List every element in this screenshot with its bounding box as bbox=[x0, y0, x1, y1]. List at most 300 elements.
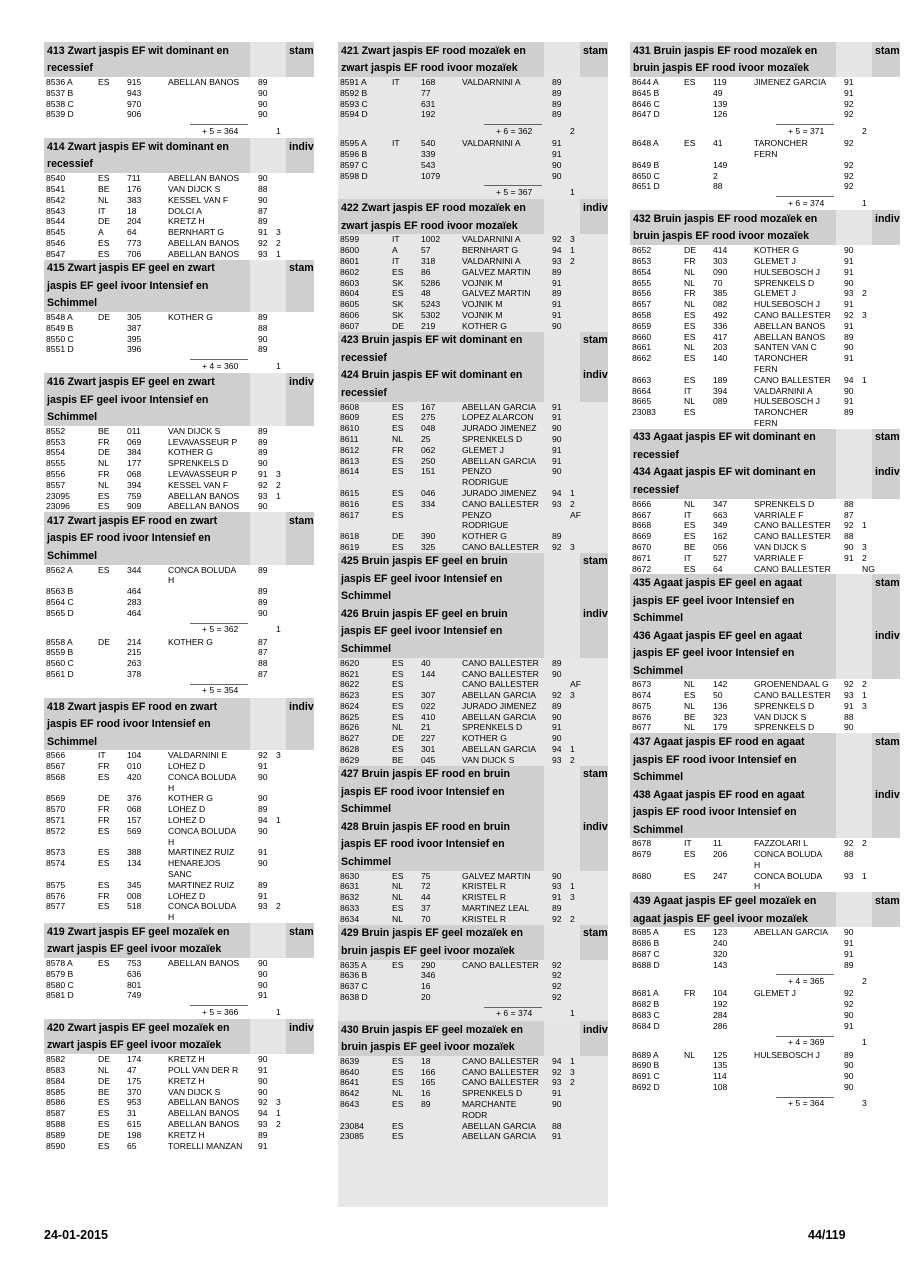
cage-number: 8538 C bbox=[46, 98, 74, 109]
rank: 3 bbox=[276, 1097, 281, 1108]
table-row bbox=[338, 970, 608, 981]
country-code: DE bbox=[684, 245, 696, 256]
score: 88 bbox=[844, 711, 854, 722]
cage-number: 8663 bbox=[632, 374, 652, 385]
cage-number: 8689 A bbox=[632, 1049, 659, 1060]
bird-number: 31 bbox=[127, 1108, 137, 1119]
cage-number: 8644 A bbox=[632, 77, 659, 87]
country-code: ES bbox=[98, 490, 110, 501]
bird-number: 47 bbox=[127, 1065, 137, 1076]
bird-number: 773 bbox=[127, 237, 142, 248]
breeder-name: SPRENKELS D bbox=[462, 433, 523, 444]
score: 90 bbox=[552, 170, 562, 181]
score: 89 bbox=[844, 331, 854, 342]
cage-number: 8665 bbox=[632, 396, 652, 407]
score: 92 bbox=[552, 234, 562, 245]
country-code: ES bbox=[392, 455, 404, 466]
bird-number: 068 bbox=[127, 804, 142, 815]
breeder-name: PENZO bbox=[462, 466, 492, 477]
table-row bbox=[630, 531, 900, 542]
cage-number: 8566 bbox=[46, 750, 66, 761]
total-rank: 1 bbox=[276, 125, 281, 136]
class-type bbox=[872, 662, 900, 680]
table-row bbox=[630, 520, 900, 531]
score: 92 bbox=[552, 1066, 562, 1077]
header-spacer bbox=[544, 217, 580, 235]
table-row bbox=[44, 969, 314, 980]
score: 92 bbox=[844, 838, 854, 849]
bird-number: 749 bbox=[127, 990, 142, 1001]
class-title: Schimmel bbox=[44, 295, 250, 313]
breeder-name: CANO BALLESTER bbox=[462, 668, 539, 679]
score: 91 bbox=[258, 1065, 268, 1076]
table-row bbox=[630, 1060, 900, 1071]
country-code: ES bbox=[98, 77, 110, 87]
table-row bbox=[338, 77, 608, 88]
table-row bbox=[630, 332, 900, 343]
bird-number: 390 bbox=[421, 531, 436, 542]
breeder-name: ABELLAN BANOS bbox=[168, 958, 240, 969]
class-type: stam bbox=[580, 553, 608, 571]
table-row bbox=[630, 499, 900, 510]
table-row bbox=[44, 647, 314, 658]
score: 89 bbox=[258, 436, 268, 447]
score: 91 bbox=[844, 948, 854, 959]
class-header bbox=[630, 228, 900, 246]
table-row bbox=[630, 1082, 900, 1093]
class-type bbox=[286, 715, 314, 733]
class-type: indiv bbox=[872, 627, 900, 645]
breeder-name: GLEMET J bbox=[754, 288, 796, 299]
table-row bbox=[630, 396, 900, 407]
cage-number: 8550 C bbox=[46, 333, 74, 344]
bird-number: 192 bbox=[421, 109, 436, 120]
class-title: jaspis EF rood ivoor Intensief en bbox=[44, 715, 250, 733]
score: 94 bbox=[258, 815, 268, 826]
table-row bbox=[44, 249, 314, 260]
cage-number: 8604 bbox=[340, 288, 360, 299]
country-code: FR bbox=[98, 761, 110, 772]
total-score: + 6 = 374 bbox=[496, 1008, 533, 1019]
table-row bbox=[44, 491, 314, 502]
country-code: ES bbox=[392, 700, 404, 711]
bird-number: 464 bbox=[127, 607, 142, 618]
results-column-2 bbox=[338, 42, 608, 1207]
rank: 2 bbox=[276, 237, 281, 248]
class-header bbox=[630, 733, 900, 751]
score: 87 bbox=[258, 205, 268, 216]
breeder-name: ABELLAN GARCIA bbox=[462, 744, 537, 755]
bird-number: 711 bbox=[127, 173, 141, 184]
breeder-name: LOPEZ ALARCON bbox=[462, 412, 534, 423]
rank: 2 bbox=[276, 479, 281, 490]
class-header bbox=[338, 853, 608, 871]
breeder-name: VARRIALE F bbox=[754, 509, 804, 520]
cage-number: 8542 bbox=[46, 194, 66, 205]
cage-number: 8555 bbox=[46, 458, 66, 469]
table-row bbox=[44, 958, 314, 969]
table-row bbox=[630, 999, 900, 1010]
total-score: + 5 = 366 bbox=[202, 1006, 239, 1017]
rank: AF bbox=[570, 679, 581, 690]
cage-number: 8656 bbox=[632, 288, 652, 299]
cage-number: 8683 C bbox=[632, 1010, 660, 1021]
cage-number: 8557 bbox=[46, 479, 66, 490]
score: 94 bbox=[552, 744, 562, 755]
cage-number: 8571 bbox=[46, 815, 66, 826]
cage-number: 8627 bbox=[340, 733, 360, 744]
rank: 1 bbox=[862, 520, 867, 531]
class-header bbox=[338, 766, 608, 784]
class-title: agaat jaspis EF geel ivoor mozaïek bbox=[630, 910, 836, 928]
bird-number: 179 bbox=[713, 722, 728, 733]
table-row bbox=[338, 278, 608, 289]
score: 91 bbox=[844, 1020, 854, 1031]
header-spacer bbox=[836, 751, 872, 769]
country-code: FR bbox=[98, 804, 110, 815]
score: 90 bbox=[258, 793, 268, 804]
table-row bbox=[44, 216, 314, 227]
table-row bbox=[338, 1099, 608, 1110]
score: 87 bbox=[844, 509, 854, 520]
table-row bbox=[44, 847, 314, 858]
bird-number: 323 bbox=[713, 711, 728, 722]
cage-number: 8611 bbox=[340, 433, 359, 444]
total-rank: 1 bbox=[570, 186, 575, 197]
bird-number: 70 bbox=[713, 277, 723, 288]
breeder-name: VALDARNINI A bbox=[462, 77, 521, 87]
cage-number: 8569 bbox=[46, 793, 66, 804]
breeder-name: TARONCHER bbox=[754, 407, 808, 418]
total-score: + 5 = 371 bbox=[788, 125, 825, 136]
bird-number: 396 bbox=[127, 344, 142, 355]
cage-number: 8628 bbox=[340, 744, 360, 755]
table-row bbox=[630, 353, 900, 364]
table-row bbox=[44, 575, 314, 586]
breeder-name: ABELLAN GARCIA bbox=[462, 690, 537, 701]
table-row bbox=[338, 99, 608, 110]
class-type bbox=[872, 609, 900, 627]
class-type bbox=[286, 156, 314, 174]
cage-number: 8642 bbox=[340, 1088, 360, 1099]
bird-number: 345 bbox=[127, 879, 142, 890]
cage-number: 8576 bbox=[46, 890, 66, 901]
score: 91 bbox=[552, 1131, 562, 1142]
bird-number: 149 bbox=[713, 159, 728, 170]
bird-number: 325 bbox=[421, 541, 436, 552]
header-spacer bbox=[836, 592, 872, 610]
score: 89 bbox=[844, 959, 854, 970]
cage-number: 8587 bbox=[46, 1108, 66, 1119]
table-row bbox=[630, 375, 900, 386]
score: 91 bbox=[552, 277, 562, 288]
score: 90 bbox=[258, 194, 268, 205]
bird-number: 414 bbox=[713, 245, 728, 256]
class-title: recessief bbox=[630, 446, 836, 464]
score: 90 bbox=[258, 858, 268, 869]
score: 93 bbox=[844, 690, 854, 701]
cage-number: 8692 D bbox=[632, 1082, 660, 1093]
breeder-name: TARONCHER bbox=[754, 138, 808, 149]
header-spacer bbox=[250, 408, 286, 426]
header-spacer bbox=[836, 60, 872, 78]
score: 92 bbox=[552, 992, 562, 1003]
breeder-name: BERNHART G bbox=[168, 227, 225, 238]
class-title: jaspis EF rood ivoor Intensief en bbox=[338, 783, 544, 801]
cage-number: 8686 B bbox=[632, 938, 660, 949]
cage-number: 8588 bbox=[46, 1119, 66, 1130]
bird-number: 318 bbox=[421, 255, 436, 266]
cage-number: 8624 bbox=[340, 700, 360, 711]
score: 90 bbox=[258, 458, 268, 469]
breeder-name: ABELLAN GARCIA bbox=[462, 1120, 537, 1131]
table-row bbox=[44, 912, 314, 923]
class-title: 423 Bruin jaspis EF wit dominant en bbox=[338, 332, 544, 350]
class-type bbox=[872, 60, 900, 78]
header-spacer bbox=[544, 853, 580, 871]
header-spacer bbox=[250, 512, 286, 530]
country-code: ES bbox=[98, 248, 110, 259]
breeder-name: KRETZ H bbox=[168, 1054, 205, 1065]
bird-number: 16 bbox=[421, 1088, 431, 1099]
cage-number: 8580 C bbox=[46, 979, 74, 990]
cage-number: 8593 C bbox=[340, 98, 368, 109]
class-title: Schimmel bbox=[338, 853, 544, 871]
total-score: + 5 = 364 bbox=[202, 125, 239, 136]
class-title: bruin jaspis EF rood ivoor mozaïek bbox=[630, 60, 836, 78]
class-title: 436 Agaat jaspis EF geel en agaat bbox=[630, 627, 836, 645]
rank: 2 bbox=[570, 498, 575, 509]
class-title: zwart jaspis EF rood ivoor mozaïek bbox=[338, 60, 544, 78]
class-title: 434 Agaat jaspis EF wit dominant en bbox=[630, 464, 836, 482]
score: 91 bbox=[844, 77, 854, 87]
header-spacer bbox=[836, 644, 872, 662]
class-header bbox=[630, 627, 900, 645]
bird-number: 70 bbox=[421, 913, 431, 924]
total-score: + 4 = 369 bbox=[788, 1037, 825, 1048]
table-row bbox=[338, 960, 608, 971]
score: 90 bbox=[258, 1086, 268, 1097]
header-spacer bbox=[250, 260, 286, 278]
score: 89 bbox=[552, 657, 562, 668]
bird-number: 056 bbox=[713, 541, 728, 552]
cage-number: 8671 bbox=[632, 552, 652, 563]
bird-number: 227 bbox=[421, 733, 436, 744]
score: 92 bbox=[844, 309, 854, 320]
score: 92 bbox=[552, 541, 562, 552]
breeder-name: VOJNIK M bbox=[462, 299, 503, 310]
class-type: stam bbox=[872, 574, 900, 592]
cage-number: 8562 A bbox=[46, 564, 73, 575]
table-row bbox=[630, 77, 900, 88]
class-title: 439 Agaat jaspis EF geel mozaïek en bbox=[630, 892, 836, 910]
bird-number: 240 bbox=[713, 938, 728, 949]
country-code: A bbox=[98, 227, 104, 238]
header-spacer bbox=[544, 1021, 580, 1039]
table-row bbox=[44, 637, 314, 648]
score: 89 bbox=[258, 879, 268, 890]
breeder-name: ABELLAN BANOS bbox=[168, 1108, 240, 1119]
country-code: ES bbox=[392, 744, 404, 755]
bird-number: 286 bbox=[713, 1020, 728, 1031]
class-header bbox=[630, 892, 900, 910]
country-code: ES bbox=[392, 423, 404, 434]
breeder-name: MARTINEZ LEAL bbox=[462, 903, 530, 914]
bird-number: 72 bbox=[421, 881, 431, 892]
breeder-name: CANO BALLESTER bbox=[462, 959, 539, 970]
table-row bbox=[44, 826, 314, 837]
header-spacer bbox=[544, 570, 580, 588]
country-code: ES bbox=[98, 901, 110, 912]
country-code: ES bbox=[98, 237, 110, 248]
cage-number: 8658 bbox=[632, 309, 652, 320]
rank: 3 bbox=[862, 541, 867, 552]
header-spacer bbox=[544, 384, 580, 402]
class-header bbox=[44, 923, 314, 941]
cage-number: 8678 bbox=[632, 838, 652, 849]
class-header bbox=[44, 530, 314, 548]
country-code: DE bbox=[392, 320, 404, 331]
breeder-name: VAN DIJCK S bbox=[168, 183, 221, 194]
score: 89 bbox=[552, 109, 562, 120]
cage-number: 8637 C bbox=[340, 981, 368, 992]
footer-date: 24-01-2015 bbox=[44, 1228, 108, 1242]
bird-number: 177 bbox=[127, 458, 142, 469]
bird-number: 162 bbox=[713, 531, 728, 542]
total-rank: 1 bbox=[570, 1008, 575, 1019]
table-row bbox=[338, 981, 608, 992]
score: 93 bbox=[844, 288, 854, 299]
class-title: Schimmel bbox=[44, 733, 250, 751]
bird-number: 394 bbox=[713, 385, 728, 396]
table-row bbox=[338, 679, 608, 690]
score: 91 bbox=[258, 761, 268, 772]
class-type: indiv bbox=[580, 818, 608, 836]
table-row bbox=[44, 1141, 314, 1152]
score: 91 bbox=[844, 396, 854, 407]
breeder-name: MARCHANTE bbox=[462, 1099, 517, 1110]
country-code: IT bbox=[684, 385, 692, 396]
bird-number: 135 bbox=[713, 1060, 728, 1071]
country-code: ES bbox=[392, 498, 404, 509]
table-row bbox=[338, 434, 608, 445]
country-code: ES bbox=[684, 320, 696, 331]
breeder-name: HULSEBOSCH J bbox=[754, 299, 820, 310]
class-title: 418 Zwart jaspis EF rood en zwart bbox=[44, 698, 250, 716]
table-row bbox=[630, 988, 900, 999]
cage-number: 8640 bbox=[340, 1066, 360, 1077]
class-title: 417 Zwart jaspis EF rood en zwart bbox=[44, 512, 250, 530]
bird-number: 166 bbox=[421, 1066, 436, 1077]
country-code: DE bbox=[98, 793, 110, 804]
bird-number: 339 bbox=[421, 148, 436, 159]
class-type: stam bbox=[286, 260, 314, 278]
cage-number: 8551 D bbox=[46, 344, 74, 355]
cage-number: 8668 bbox=[632, 520, 652, 531]
breeder-name: RODRIGUE bbox=[462, 477, 509, 488]
table-row bbox=[44, 109, 314, 120]
country-code: IT bbox=[98, 205, 106, 216]
class-type: indiv bbox=[286, 138, 314, 156]
score: 90 bbox=[844, 277, 854, 288]
score: 89 bbox=[258, 77, 268, 87]
score: 90 bbox=[844, 342, 854, 353]
table-row bbox=[630, 321, 900, 332]
class-header bbox=[338, 332, 608, 350]
cage-number: 8649 B bbox=[632, 159, 660, 170]
rank: 2 bbox=[570, 1077, 575, 1088]
score: 91 bbox=[844, 266, 854, 277]
class-header bbox=[630, 481, 900, 499]
class-header bbox=[44, 138, 314, 156]
cage-number: 8561 D bbox=[46, 669, 74, 679]
table-row bbox=[44, 184, 314, 195]
score: 88 bbox=[552, 1120, 562, 1131]
score: 93 bbox=[258, 490, 268, 501]
class-header bbox=[630, 644, 900, 662]
cage-number: 8664 bbox=[632, 385, 652, 396]
table-row bbox=[630, 679, 900, 690]
header-spacer bbox=[250, 698, 286, 716]
cage-number: 8573 bbox=[46, 847, 66, 858]
country-code: NL bbox=[684, 299, 695, 310]
breeder-name: LEVAVASSEUR P bbox=[168, 436, 238, 447]
class-type bbox=[872, 768, 900, 786]
table-row bbox=[630, 938, 900, 949]
breeder-name: CANO BALLESTER bbox=[754, 309, 831, 320]
header-spacer bbox=[250, 391, 286, 409]
country-code: NL bbox=[392, 722, 403, 733]
rank: 3 bbox=[570, 690, 575, 701]
bird-number: 320 bbox=[713, 948, 728, 959]
cage-number: 8651 D bbox=[632, 181, 660, 192]
breeder-name: KOTHER G bbox=[462, 531, 507, 542]
bird-number: 344 bbox=[127, 564, 142, 575]
score: 90 bbox=[258, 173, 268, 184]
bird-number: 123 bbox=[713, 927, 728, 938]
class-title: Schimmel bbox=[630, 662, 836, 680]
class-header bbox=[338, 783, 608, 801]
bird-number: 543 bbox=[421, 159, 436, 170]
class-type bbox=[286, 547, 314, 565]
class-header bbox=[338, 60, 608, 78]
bird-number: 045 bbox=[421, 754, 436, 765]
table-row bbox=[338, 510, 608, 521]
breeder-name: JURADO JIMENEZ bbox=[462, 423, 537, 434]
table-row bbox=[630, 1021, 900, 1032]
class-type: stam bbox=[580, 925, 608, 943]
country-code: SK bbox=[392, 309, 404, 320]
class-type: stam bbox=[580, 332, 608, 350]
class-type bbox=[580, 836, 608, 854]
cage-number: 8682 B bbox=[632, 999, 660, 1010]
bird-number: 663 bbox=[713, 509, 728, 520]
cage-number: 8690 B bbox=[632, 1060, 660, 1071]
cage-number: 8607 bbox=[340, 320, 360, 331]
score: 91 bbox=[844, 552, 854, 563]
country-code: NL bbox=[684, 342, 695, 353]
header-spacer bbox=[544, 783, 580, 801]
rank: 1 bbox=[862, 690, 867, 701]
class-type bbox=[872, 592, 900, 610]
bird-number: 134 bbox=[127, 858, 142, 869]
breeder-name: GLEMET J bbox=[754, 255, 796, 266]
score: 91 bbox=[552, 412, 562, 423]
score: 89 bbox=[258, 564, 268, 575]
bird-number: 349 bbox=[713, 520, 728, 531]
class-header bbox=[338, 801, 608, 819]
bird-number: 068 bbox=[127, 468, 142, 479]
